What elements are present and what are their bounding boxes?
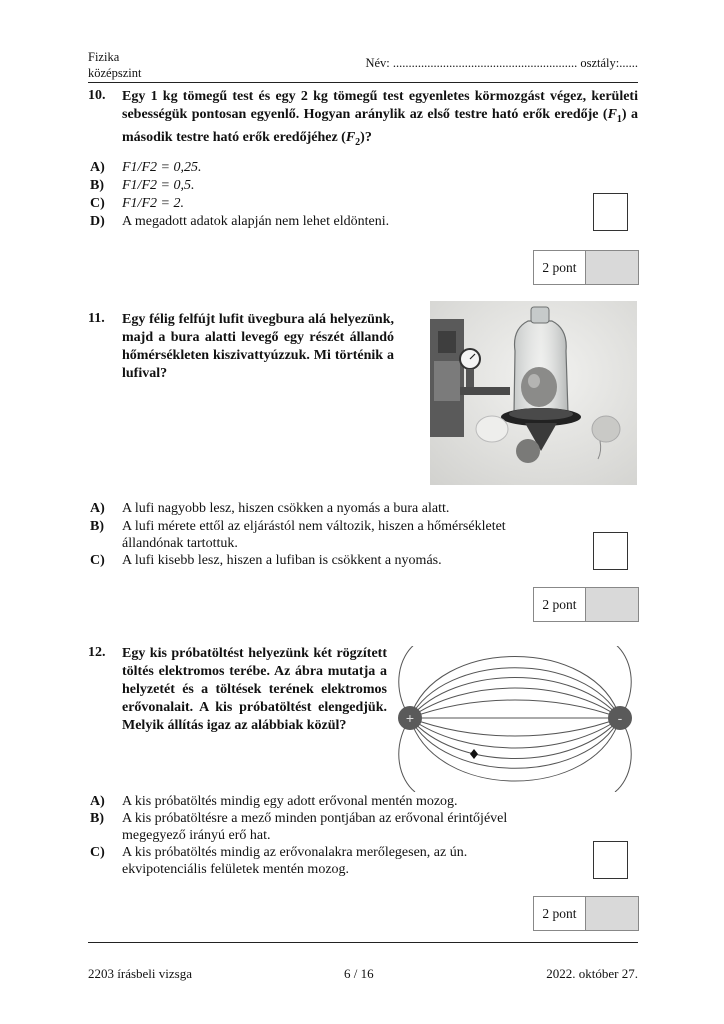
question-11-text: Egy félig felfújt lufit üvegbura alá helyezünk, majd a bura alatti levegő egy részét állandó hőmérsékleten kiszivattyúzzuk. Mi történik a lufival? [122, 312, 394, 381]
negative-charge-label: - [617, 710, 623, 726]
header-level: középszint [88, 66, 142, 80]
footer-date: 2022. október 27. [546, 966, 638, 981]
header-name-line: Név: ........................................................... osztály:...... [365, 56, 638, 70]
field-lines-svg [395, 646, 640, 792]
question-10-option-d: D) A megadott adatok alapján nem lehet eldönteni. [90, 214, 390, 229]
question-12-number: 12. [88, 645, 106, 660]
question-11-score-field[interactable] [586, 588, 638, 621]
question-10-score-box [533, 250, 639, 285]
question-11-option-c: C) A lufi kisebb lesz, hiszen a lufiban is csökkent a nyomás. [90, 553, 442, 568]
question-11-answer-box[interactable] [593, 532, 628, 570]
question-10-option-c: C) F1/F2 = 2. [90, 196, 184, 211]
question-12-score-label: 2 pont [534, 897, 586, 930]
question-10-number: 10. [88, 88, 106, 103]
question-12-option-a: A) A kis próbatöltés mindig egy adott erővonal mentén mozog. [90, 794, 458, 809]
electric-field-lines-diagram [395, 646, 640, 792]
header-subject-block [88, 49, 141, 81]
bell-jar-illustration [430, 301, 637, 485]
question-10-option-b: B) F1/F2 = 0,5. [90, 178, 195, 193]
question-11-number: 11. [88, 311, 105, 326]
question-10-answer-box[interactable] [593, 193, 628, 231]
question-10-score-field[interactable] [586, 251, 638, 284]
header-subject: Fizika [88, 50, 120, 64]
test-charge [470, 749, 478, 759]
question-12-score-field[interactable] [586, 897, 638, 930]
footer-exam: 2203 írásbeli vizsga [88, 966, 192, 981]
footer-rule [88, 942, 638, 943]
question-11-option-b: B) A lufi mérete ettől az eljárástól nem változik, hiszen a hőmérsékletet állandónak tartottuk. [90, 519, 506, 551]
question-12-option-c: C) A kis próbatöltés mindig az erővonalakra merőlegesen, az ún. ekvipotenciális felületek mentén mozog. [90, 845, 468, 877]
question-11-option-a: A) A lufi nagyobb lesz, hiszen csökken a nyomás a bura alatt. [90, 501, 450, 516]
question-10-text: Egy 1 kg tömegű test és egy 2 kg tömegű test egyenletes körmozgást végez, kerületi sebességük pontosan egyenlő. Hogyan aránylik az első testre ható erők eredője $(F_1)$ a második testre ható erők eredőjéhez $(F_2)$? [122, 89, 638, 148]
header-rule [88, 82, 638, 83]
question-11-score-label: 2 pont [534, 588, 586, 621]
question-12-text: Egy kis próbatöltést helyezünk két rögzített töltés elektromos terébe. Az ábra mutatja a helyzetét és a töltések terének elektromos erővonalait. A kis próbatöltést elengedjük. Melyik állítás igaz az alábbiak közül? [122, 646, 387, 733]
question-11-score-box [533, 587, 639, 622]
question-12-answer-box[interactable] [593, 841, 628, 879]
question-10-score-label: 2 pont [534, 251, 586, 284]
vacuum-bell-jar-photo [430, 301, 637, 485]
positive-charge-label: + [405, 710, 415, 726]
footer-page-number: 6 / 16 [344, 966, 374, 981]
question-12-option-b: B) A kis próbatöltésre a mező minden pontjában az erővonal érintőjével megegyező irányú erő hat. [90, 811, 508, 843]
question-10-option-a: A) F1/F2 = 0,25. [90, 160, 202, 175]
question-12-score-box [533, 896, 639, 931]
